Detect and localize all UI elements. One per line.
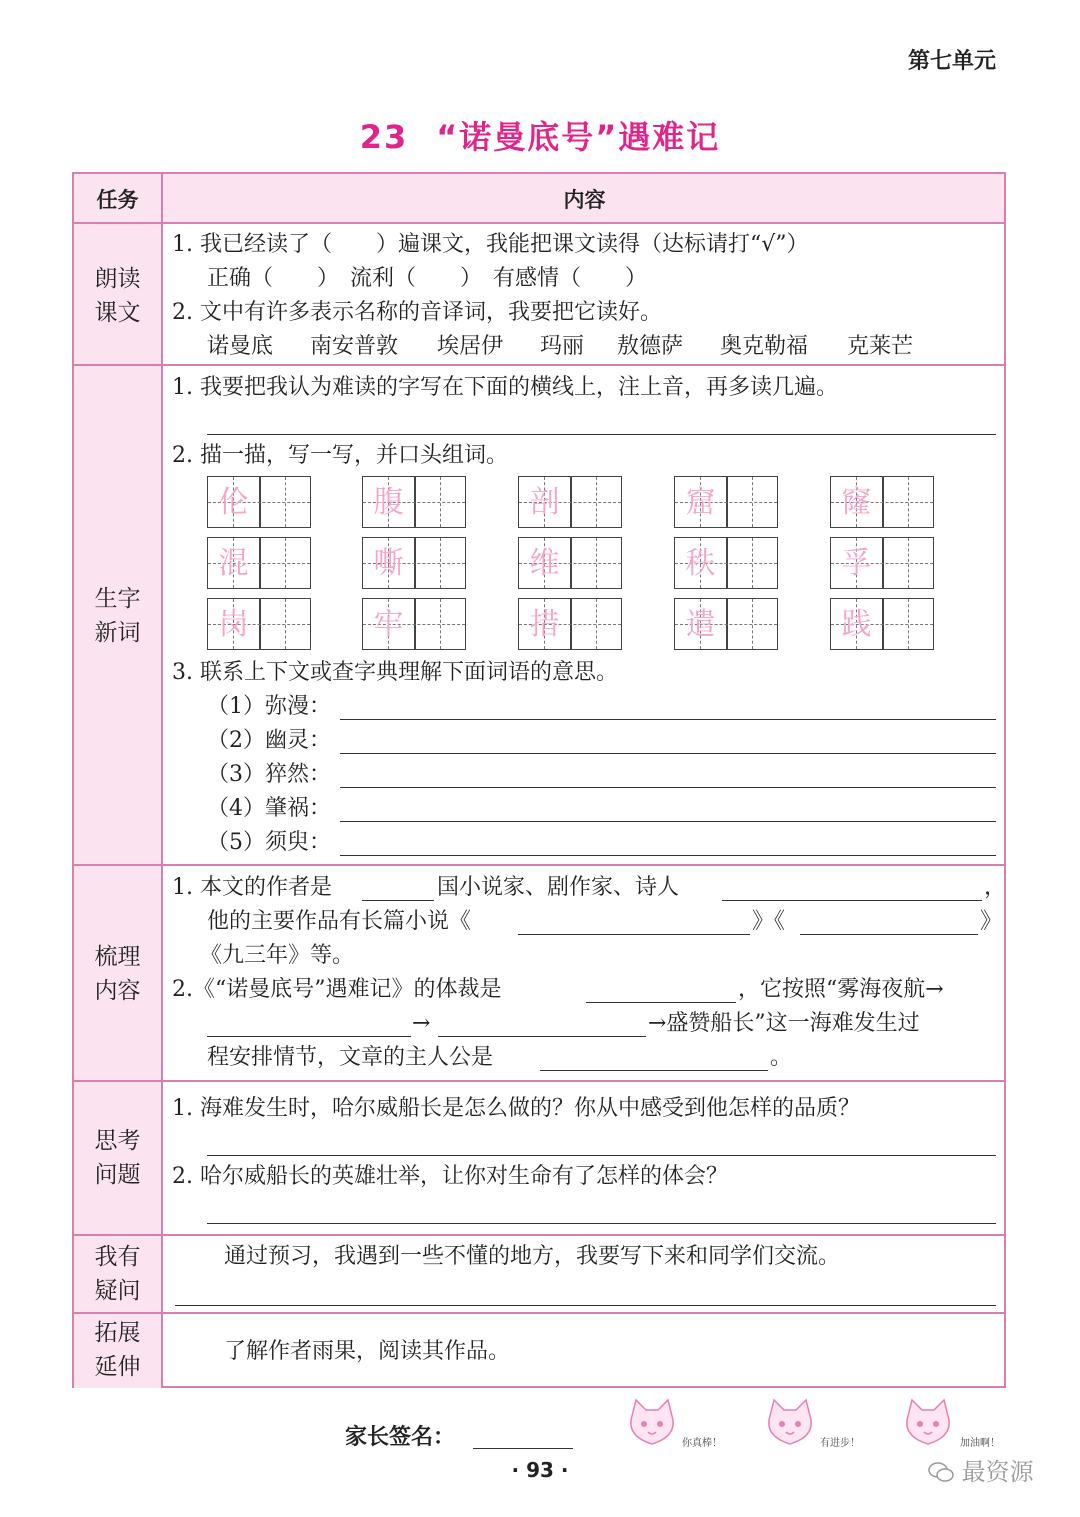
sticker-text: 你真棒！ [682, 1438, 722, 1449]
trace-character: 剖 [529, 485, 560, 520]
trace-character: 伦 [218, 485, 249, 520]
unit-label: 第七单元 [908, 49, 997, 74]
answer-line[interactable] [207, 1036, 411, 1037]
vocab-term: （3）猝然： [207, 762, 331, 787]
trace-character: 窿 [841, 485, 872, 520]
writing-grid[interactable] [830, 476, 934, 528]
answer-line[interactable] [800, 934, 978, 935]
trace-character: 遣 [685, 607, 716, 642]
section-label-vocab: 生字 新词 [94, 586, 141, 646]
writing-grid[interactable] [362, 476, 466, 528]
trace-character: 牢 [373, 607, 404, 642]
answer-line[interactable] [340, 753, 996, 754]
writing-grid[interactable] [674, 537, 778, 589]
wechat-icon [928, 1461, 954, 1483]
parent-signature-label: 家长签名： [345, 1425, 456, 1450]
column-divider [161, 172, 163, 1388]
writing-grid[interactable] [518, 476, 622, 528]
think-q1: 1. 海难发生时，哈尔威船长是怎么做的？你从中感受到他怎样的品质？ [172, 1096, 860, 1121]
answer-line[interactable] [722, 900, 982, 901]
sort-line-1a: 1. 本文的作者是 [172, 875, 332, 900]
sort-line-5a: → [412, 1011, 431, 1036]
header-task: 任务 [96, 188, 139, 212]
signature-line[interactable] [473, 1448, 573, 1449]
answer-line[interactable] [518, 934, 750, 935]
section-label-sort: 梳理 内容 [94, 944, 141, 1004]
answer-line[interactable] [207, 1223, 996, 1224]
cat-icon [622, 1396, 682, 1452]
trace-character: 窟 [685, 485, 716, 520]
vocab-term: （1）弥漫： [207, 694, 331, 719]
writing-grid[interactable] [207, 598, 311, 650]
header-content: 内容 [563, 188, 606, 212]
vocab-q1: 1. 我要把我认为难读的字写在下面的横线上，注上音，再多读几遍。 [172, 375, 838, 400]
answer-line[interactable] [340, 719, 996, 720]
read-word: 克莱芒 [847, 334, 914, 359]
answer-line[interactable] [586, 1002, 736, 1003]
read-word: 敖德萨 [617, 334, 684, 359]
sticker-text: 有进步！ [820, 1438, 860, 1449]
task-column [74, 224, 161, 1388]
read-line-2: 正确（ ） 流利（ ） 有感情（ ） [207, 266, 648, 291]
row-divider [72, 1234, 1006, 1236]
trace-character: 岗 [218, 607, 249, 642]
sort-line-1b: 国小说家、剧作家、诗人 [437, 875, 680, 900]
section-label-think: 思考 问题 [94, 1128, 141, 1188]
writing-grid[interactable] [518, 598, 622, 650]
trace-character: 嘶 [373, 546, 404, 581]
answer-line[interactable] [340, 855, 996, 856]
answer-line[interactable] [175, 1305, 996, 1306]
vocab-term: （2）幽灵： [207, 728, 331, 753]
section-label-read: 朗读 课文 [94, 266, 141, 326]
trace-character: 维 [529, 546, 560, 581]
sort-line-4a: 2.《“诺曼底号”遇难记》的体裁是 [172, 977, 502, 1002]
watermark: 最资源 [928, 1452, 1034, 1487]
lesson-title [0, 112, 1080, 158]
sort-line-6b: 。 [770, 1045, 793, 1070]
cat-sticker-great [622, 1396, 732, 1456]
read-word: 诺曼底 [207, 334, 274, 359]
writing-grid[interactable] [830, 598, 934, 650]
trace-character: 秩 [685, 546, 716, 581]
trace-character: 践 [841, 607, 872, 642]
read-word: 埃居伊 [437, 334, 504, 359]
read-word: 奥克勒福 [720, 334, 809, 359]
cat-icon [898, 1396, 958, 1452]
trace-character: 措 [529, 607, 560, 642]
sort-line-4b: ，它按照“雾海夜航→ [738, 977, 944, 1002]
cat-icon [760, 1396, 820, 1452]
sort-line-2b: 》《 [752, 909, 786, 934]
answer-line[interactable] [340, 787, 996, 788]
trace-character: 混 [218, 546, 249, 581]
section-label-question: 我有 疑问 [94, 1244, 141, 1304]
row-divider [72, 1080, 1006, 1082]
sticker-text: 加油啊！ [960, 1438, 1000, 1449]
sort-line-1c: ， [984, 875, 1007, 900]
sort-line-2a: 他的主要作品有长篇小说《 [207, 909, 472, 934]
cat-sticker-progress [760, 1396, 870, 1456]
lesson-name: “诺曼底号”遇难记 [436, 118, 721, 156]
question-text: 通过预习，我遇到一些不懂的地方，我要写下来和同学们交流。 [224, 1244, 841, 1269]
read-word: 玛丽 [540, 334, 585, 359]
cat-sticker-cheer [898, 1396, 1008, 1456]
read-line-3: 2. 文中有许多表示名称的音译词，我要把它读好。 [172, 300, 662, 325]
page-number: · 93 · [511, 1458, 569, 1482]
extend-text: 了解作者雨果，阅读其作品。 [224, 1339, 511, 1364]
read-word: 南安普敦 [310, 334, 399, 359]
answer-line[interactable] [207, 1155, 996, 1156]
writing-grid[interactable] [830, 537, 934, 589]
section-label-extend: 拓展 延伸 [94, 1320, 141, 1380]
vocab-q3: 3. 联系上下文或查字典理解下面词语的意思。 [172, 660, 618, 685]
read-line-1: 1. 我已经读了（ ）遍课文，我能把课文读得（达标请打“√”） [172, 232, 809, 257]
vocab-q2: 2. 描一描，写一写，并口头组词。 [172, 443, 508, 468]
vocab-term: （5）须臾： [207, 830, 331, 855]
sort-line-5b: →盛赞船长”这一海难发生过 [648, 1011, 920, 1036]
writing-grid[interactable] [518, 537, 622, 589]
writing-grid[interactable] [362, 598, 466, 650]
answer-line[interactable] [540, 1070, 768, 1071]
trace-character: 腹 [373, 485, 404, 520]
sort-line-3: 《九三年》等。 [200, 943, 355, 968]
sort-line-6a: 程安排情节，文章的主人公是 [207, 1045, 494, 1070]
trace-character: 孚 [841, 546, 872, 581]
writing-grid[interactable] [207, 476, 311, 528]
writing-grid[interactable] [362, 537, 466, 589]
writing-grid[interactable] [674, 598, 778, 650]
row-divider [72, 1312, 1006, 1314]
think-q2: 2. 哈尔威船长的英雄壮举，让你对生命有了怎样的体会？ [172, 1164, 728, 1189]
vocab-term: （4）肇祸： [207, 796, 331, 821]
writing-grid[interactable] [674, 476, 778, 528]
lesson-number: 23 [359, 118, 409, 156]
answer-line[interactable] [438, 1036, 646, 1037]
answer-line[interactable] [207, 434, 996, 435]
answer-line[interactable] [340, 821, 996, 822]
answer-line[interactable] [362, 900, 434, 901]
sort-line-2c: 》 [980, 909, 1003, 934]
row-divider [72, 364, 1006, 366]
writing-grid[interactable] [207, 537, 311, 589]
row-divider [72, 864, 1006, 866]
